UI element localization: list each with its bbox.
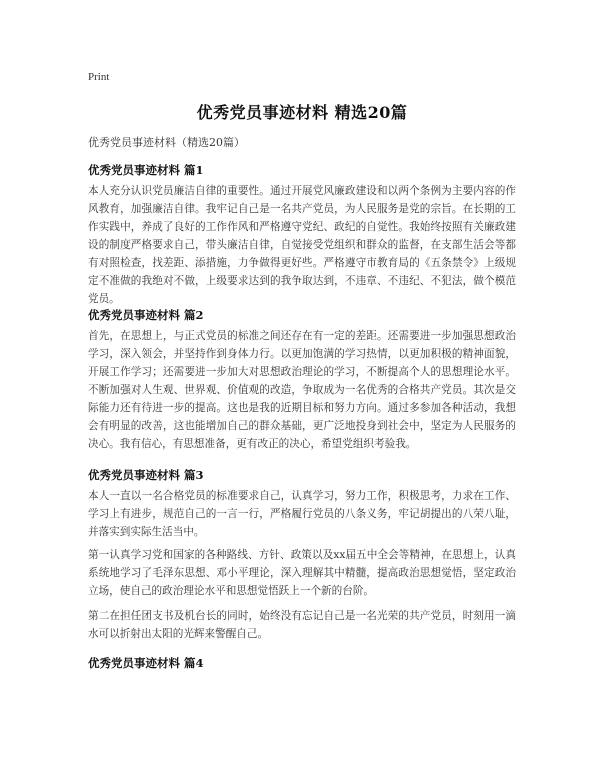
- section-1-paragraph-1: 本人充分认识党员廉洁自律的重要性。通过开展党风廉政建设和以两个条例为主要内容的作风教育，加强廉洁自律。我牢记自己是一名共产党员，为人民服务是党的宗旨。在长期的工作实践中，养成了良好的工作作风和严格遵守党纪、政纪的自觉性。我始终按照有关廉政建设的制度严格要求自己，带头廉洁自律，自觉接受党组织和群众的监督，在支部生活会等都有对照检查，找差距、添措施，力争做得更好些。严格遵守市教育局的《五条禁令》上级规定不准做的我绝对不做，上级要求达到的我争取达到，不违章、不违纪、不犯法，做个模范党员。: [88, 185, 516, 305]
- document-subtitle: 优秀党员事迹材料（精选20篇）: [88, 136, 245, 149]
- section-3-paragraph-3: 第二在担任团支书及机台长的同时，始终没有忘记自己是一名光荣的共产党员，时刻用一滴水可以折射出太阳的光辉来警醒自己。: [88, 610, 516, 640]
- section-2-paragraph-1: 首先，在思想上，与正式党员的标准之间还存在有一定的差距。还需要进一步加强思想政治学习，深入领会，并坚持作到身体力行。以更加饱满的学习热情，以更加积极的精神面貌，开展工作学习；还需要进一步加大对思想政治理论的学习，不断提高个人的思想理论水平。不断加强对人生观、世界观、价值观的改造，争取成为一名优秀的合格共产党员。其次是交际能力还有待进一步的提高。这也是我的近期目标和努力方向。通过多参加各种活动，我想会有明显的改善，这也能增加自己的群众基础，更广泛地投身到社会中，坚定为人民服务的决心。我有信心，有思想准备，更有改正的决心，希望党组织考验我。: [88, 330, 516, 450]
- print-label: Print: [88, 71, 110, 83]
- page-title: 优秀党员事迹材料 精选20篇: [196, 103, 408, 122]
- section-heading-4: 优秀党员事迹材料 篇4: [88, 656, 204, 670]
- section-heading-3: 优秀党员事迹材料 篇3: [88, 468, 204, 482]
- section-heading-2: 优秀党员事迹材料 篇2: [88, 308, 204, 322]
- section-heading-1: 优秀党员事迹材料 篇1: [88, 163, 204, 177]
- section-3-paragraph-2: 第一认真学习党和国家的各种路线、方针、政策以及xx届五中全会等精神，在思想上，认真系统地学习了毛泽东思想、邓小平理论，深入理解其中精髓，提高政治思想觉悟，坚定政治立场，使自己的政治理论水平和思想觉悟跃上一个新的台阶。: [88, 549, 516, 597]
- section-3-paragraph-1: 本人一直以一名合格党员的标准要求自己，认真学习，努力工作，积极思考，力求在工作、学习上有进步，规范自己的一言一行，严格履行党员的八条义务，牢记胡提出的八荣八耻，并落实到实际生活当中。: [88, 490, 516, 538]
